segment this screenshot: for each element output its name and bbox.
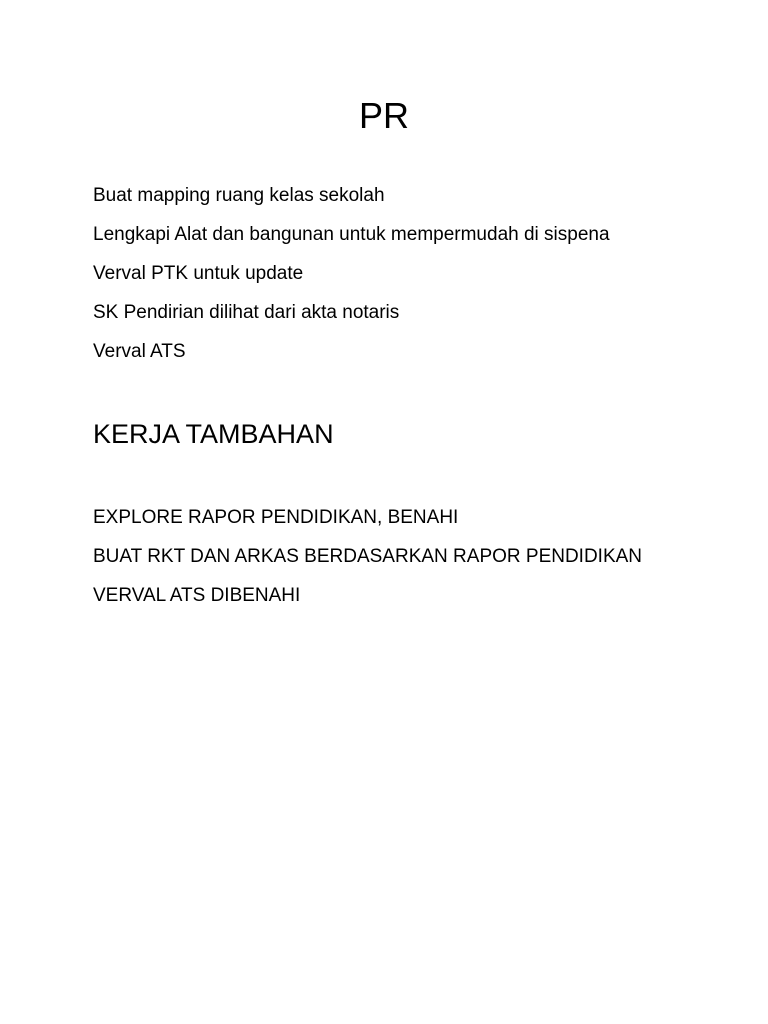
pr-list <box>93 184 610 379</box>
pr-item: Verval PTK untuk update <box>93 263 304 284</box>
extra-work-item: EXPLORE RAPOR PENDIDIKAN, BENAHI <box>93 507 459 528</box>
page-title: PR <box>358 95 409 136</box>
section-heading-kerja-tambahan: KERJA TAMBAHAN <box>93 419 334 449</box>
extra-work-item: BUAT RKT DAN ARKAS BERDASARKAN RAPOR PENDIDIKAN <box>93 546 643 567</box>
pr-item: Buat mapping ruang kelas sekolah <box>93 185 385 206</box>
pr-item: Verval ATS <box>93 341 186 362</box>
extra-work-item: VERVAL ATS DIBENAHI <box>93 585 301 606</box>
pr-item: Lengkapi Alat dan bangunan untuk mempermudah di sispena <box>93 224 610 245</box>
pr-item: SK Pendirian dilihat dari akta notaris <box>93 302 400 323</box>
extra-work-list <box>93 506 642 623</box>
